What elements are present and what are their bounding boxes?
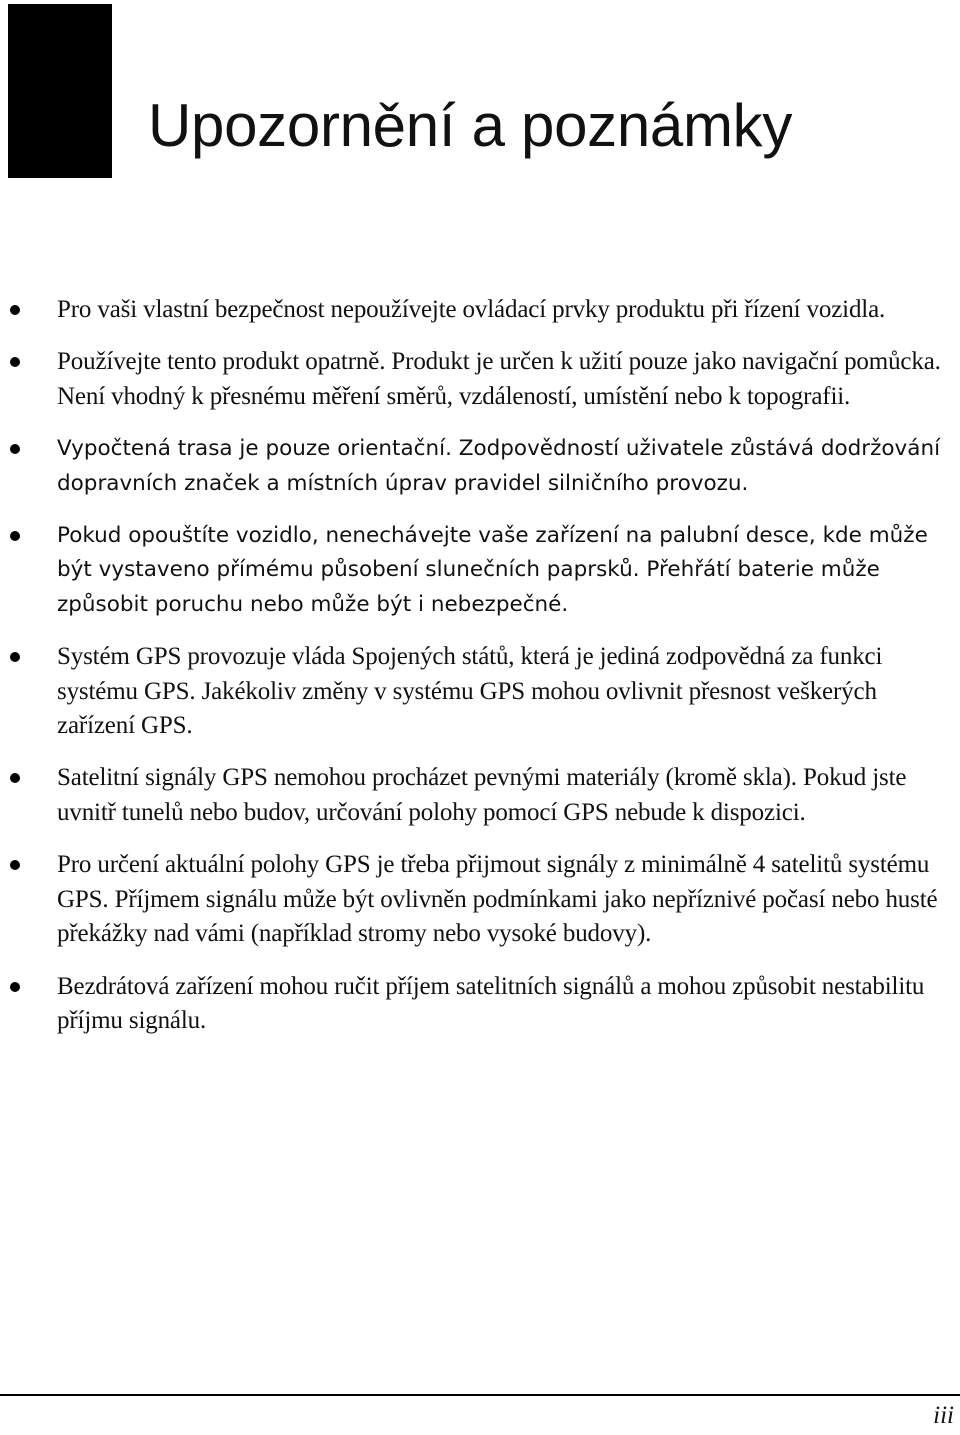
note-text: Satelitní signály GPS nemohou procházet pevnými materiály (kromě skla). Pokud jste uvnitř tunelů nebo budov, určování polohy pomocí GPS nebude k dispozici.: [57, 764, 907, 826]
bullet-icon: [10, 982, 20, 992]
note-text: Pokud opouštíte vozidlo, nenechávejte vaše zařízení na palubní desce, kde může být vystaveno přímému působení slunečních paprsků. Přehřátí baterie může způsobit poruchu nebo může být i nebezpečné.: [57, 523, 928, 617]
list-item: [0, 848, 960, 951]
page-number: iii: [933, 1402, 954, 1429]
list-item: [0, 640, 960, 743]
chapter-marker-block: [8, 4, 112, 178]
note-text: Vypočtená trasa je pouze orientační. Zodpovědností uživatele zůstává dodržování dopravních značek a místních úprav pravidel silničního provozu.: [57, 436, 941, 496]
bullet-icon: [10, 531, 20, 541]
list-item: [0, 432, 960, 501]
list-item: [0, 345, 960, 414]
bullet-icon: [10, 773, 20, 783]
note-text: Pro vaši vlastní bezpečnost nepoužívejte ovládací prvky produktu při řízení vozidla.: [57, 296, 886, 323]
list-item: [0, 519, 960, 622]
bullet-icon: [10, 444, 20, 454]
note-text: Systém GPS provozuje vláda Spojených států, která je jediná zodpovědná za funkci systému GPS. Jakékoliv změny v systému GPS mohou ovlivnit přesnost veškerých zařízení GPS.: [57, 643, 883, 740]
note-text: Bezdrátová zařízení mohou ručit příjem satelitních signálů a mohou způsobit nestabilitu příjmu signálu.: [57, 972, 925, 1034]
bullet-icon: [10, 357, 20, 367]
page-title: Upozornění a poznámky: [148, 92, 793, 159]
notes-list: [0, 293, 960, 1056]
list-item: [0, 970, 960, 1039]
list-item: [0, 761, 960, 830]
bullet-icon: [10, 305, 20, 315]
bullet-icon: [10, 860, 20, 870]
bullet-icon: [10, 652, 20, 662]
list-item: [0, 293, 960, 327]
footer-divider: [0, 1394, 960, 1396]
note-text: Používejte tento produkt opatrně. Produkt je určen k užití pouze jako navigační pomůcka. Není vhodný k přesnému měření směrů, vzdáleností, umístění nebo k topografii.: [57, 348, 941, 410]
note-text: Pro určení aktuální polohy GPS je třeba přijmout signály z minimálně 4 satelitů systému GPS. Příjmem signálu může být ovlivněn podmínkami jako nepříznivé počasí nebo husté překážky nad vámi (například stromy nebo vysoké budovy).: [57, 851, 938, 948]
